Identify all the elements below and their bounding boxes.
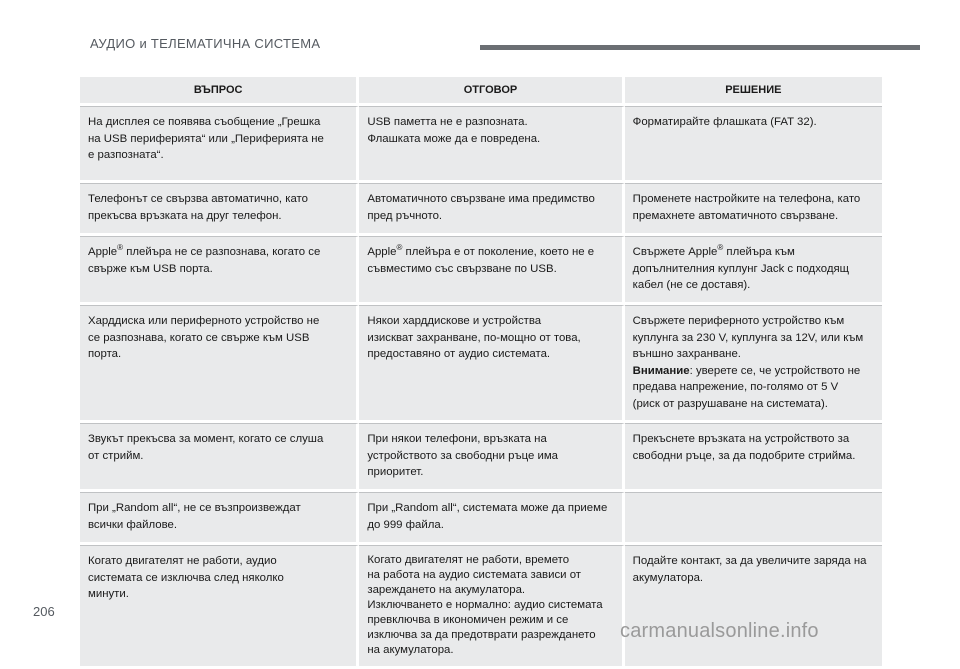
text-fragment: плейъра към (723, 246, 795, 258)
text-line: При „Random all“, не се възпроизвеждат (88, 502, 301, 514)
answer-cell (359, 545, 624, 669)
table-row (80, 106, 882, 183)
text-line: премахнете автоматичното свързване. (632, 209, 839, 222)
table-row (80, 492, 882, 545)
text-line: от стрийм. (88, 449, 144, 462)
text-line: порта. (88, 348, 122, 360)
watermark: carmanualsonline.info (620, 620, 819, 642)
question-cell (80, 106, 359, 183)
text-line: външно захранване. (632, 348, 741, 360)
question-cell (80, 183, 359, 236)
answer-cell (359, 423, 624, 492)
text-line: предоставяно от аудио системата. (367, 348, 551, 360)
column-header-question: ВЪПРОС (80, 77, 359, 106)
table-header-row (80, 77, 882, 106)
text-line: пред ръчното. (367, 209, 443, 222)
answer-cell (359, 492, 624, 545)
text-fragment: Apple (88, 246, 118, 258)
text-line: минути. (88, 588, 129, 600)
solution-cell (625, 305, 882, 423)
text-line: Флашката може да е повредена. (367, 132, 541, 145)
text-line: до 999 файла. (367, 518, 444, 531)
answer-cell (359, 183, 624, 236)
text-line: При „Random all“, системата може да приеме (367, 502, 608, 514)
text-fragment: Apple (367, 246, 397, 258)
text-line: акумулатора. (632, 571, 704, 584)
text-line: свърже към USB порта. (88, 262, 213, 275)
text-fragment: : уверете се, че устройството не (689, 364, 861, 377)
text-line: прекъсва връзката на друг телефон. (88, 209, 282, 222)
solution-cell (625, 106, 882, 183)
page-number: 206 (33, 604, 55, 619)
answer-cell (359, 236, 624, 305)
answer-cell (359, 305, 624, 423)
question-cell (80, 423, 359, 492)
text-line: превключва в икономичен режим и се (367, 614, 569, 626)
question-cell (80, 492, 359, 545)
text-line: свободни ръце, за да подобрите стрийма. (632, 449, 856, 462)
text-line: Автоматичното свързване има предимство (367, 193, 595, 205)
solution-cell (625, 183, 882, 236)
text-line: USB паметта не е разпозната. (367, 116, 528, 128)
solution-cell (625, 423, 882, 492)
text-line: предава напрежение, по-голямо от 5 V (632, 381, 839, 393)
troubleshooting-table (80, 77, 882, 669)
table-row (80, 236, 882, 305)
text-line: на работа на аудио системата зависи от (367, 569, 582, 581)
registered-mark: ® (396, 243, 403, 253)
text-line (88, 244, 348, 261)
text-line (633, 363, 874, 380)
text-line: Форматирайте флашката (FAT 32). (632, 116, 817, 128)
answer-cell (359, 106, 624, 183)
text-line: всички файлове. (88, 518, 178, 531)
text-line: (риск от разрушаване на системата). (632, 397, 828, 410)
solution-cell (625, 492, 882, 545)
registered-mark: ® (117, 243, 124, 253)
text-line: Когато двигателят не работи, аудио (88, 555, 277, 567)
column-header-answer: ОТГОВОР (359, 77, 624, 106)
text-line: Звукът прекъсва за момент, когато се слуша (88, 433, 324, 445)
text-line: устройството за свободни ръце има (367, 449, 558, 462)
text-line: съвместимо със свързване по USB. (367, 262, 557, 275)
text-line: изключва за да предотврати разреждането (367, 629, 596, 641)
header-divider-bar (480, 45, 920, 50)
text-line: допълнителния куплунг Jack с подходящ (632, 262, 850, 275)
text-line: На дисплея се появява съобщение „Грешка (88, 116, 321, 128)
question-cell (80, 236, 359, 305)
column-header-solution: РЕШЕНИЕ (625, 77, 882, 106)
text-line: Телефонът се свързва автоматично, като (88, 193, 308, 205)
text-line: Подайте контакт, за да увеличите заряда на (632, 555, 867, 567)
question-cell (80, 305, 359, 423)
text-line: Когато двигателят не работи, времето (367, 554, 570, 566)
table-row (80, 305, 882, 423)
text-line: на USB периферията“ или „Периферията не (88, 132, 324, 145)
text-line: Свържете периферното устройство към (632, 315, 845, 327)
solution-cell (625, 236, 882, 305)
text-line: Някои харддискове и устройства (367, 315, 542, 327)
text-line: куплунга за 230 V, куплунга за 12V, или към (632, 331, 864, 344)
text-line: се разпознава, когато се свърже към USB (88, 331, 310, 344)
text-line: кабел (не се доставя). (632, 279, 751, 291)
warning-label: Внимание (632, 364, 690, 377)
table-row (80, 183, 882, 236)
table-row (80, 423, 882, 492)
text-fragment: Свържете Apple (632, 246, 718, 258)
text-line: зареждането на акумулатора. (367, 584, 526, 596)
text-line: Изключването е нормално: аудио системата (367, 599, 603, 611)
solution-cell (625, 545, 882, 669)
registered-mark: ® (717, 243, 724, 253)
table-row (80, 545, 882, 669)
text-line: При някои телефони, връзката на (367, 433, 547, 445)
text-line: приоритет. (367, 466, 424, 478)
text-fragment: плейъра е от поколение, което не е (402, 246, 595, 258)
text-line: е разпозната“. (88, 149, 164, 161)
text-line: на акумулатора. (367, 644, 454, 656)
text-line: системата се изключва след няколко (88, 571, 284, 584)
text-line (367, 244, 613, 261)
text-line: изискват захранване, по-мощно от това, (367, 331, 581, 344)
section-title: АУДИО и ТЕЛЕМАТИЧНА СИСТЕМА (90, 36, 321, 51)
text-line (633, 244, 874, 261)
question-cell (80, 545, 359, 669)
text-fragment: плейъра не се разпознава, когато се (123, 246, 321, 258)
text-line: Променете настройките на телефона, като (632, 193, 861, 205)
text-line: Харддиска или периферното устройство не (88, 315, 320, 327)
text-line: Прекъснете връзката на устройството за (632, 433, 850, 445)
